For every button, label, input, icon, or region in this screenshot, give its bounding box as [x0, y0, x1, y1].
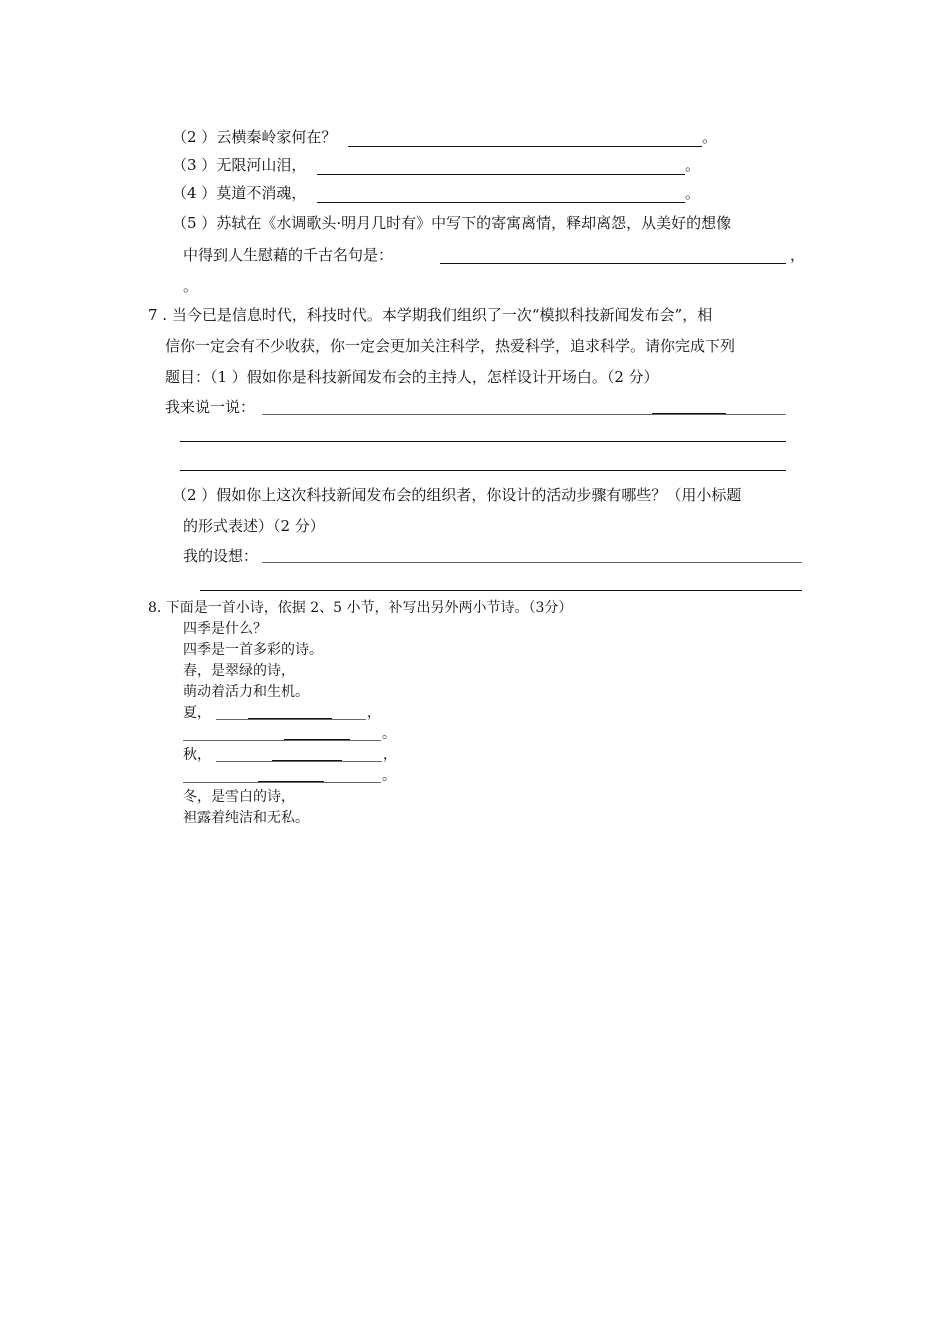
- q8-autumn-comma: ，: [383, 747, 397, 763]
- q8-poem-line2: 四季是一首多彩的诗。: [183, 642, 323, 658]
- q7-line1: 7 . 当今已是信息时代，科技时代。本学期我们组织了一次“模拟科技新闻发布会”，相: [148, 306, 713, 324]
- q7-idea-label: 我的设想：: [183, 547, 259, 565]
- q7-speak-label: 我来说一说：: [165, 398, 256, 416]
- q8-summer-label: 夏，: [183, 705, 211, 721]
- q8-poem-line3: 春，是翠绿的诗，: [183, 663, 295, 679]
- q8-summer-comma: ，: [367, 705, 381, 721]
- q6-item3-text: 无限河山泪，: [216, 156, 307, 174]
- q6-item4-answer-line[interactable]: [317, 202, 685, 203]
- q7-speak-answer-line-3[interactable]: [180, 470, 786, 471]
- q6-item2-text: 云横秦岭家何在？: [216, 128, 337, 146]
- q6-item5-line1: [172, 213, 731, 233]
- q6-item3-answer-line[interactable]: [317, 174, 685, 175]
- q6-item4: [172, 183, 306, 203]
- q8-autumn-period: 。: [382, 768, 396, 784]
- q7-speak-answer-line-1[interactable]: [262, 414, 786, 415]
- q8-poem-line9: 冬，是雪白的诗，: [183, 789, 295, 805]
- q7-line3: 题目：（1 ）假如你是科技新闻发布会的主持人，怎样设计开场白。（2 分）: [165, 368, 659, 386]
- q6-item2-period: 。: [702, 128, 718, 146]
- q8-autumn-answer-line-2-mark: [258, 781, 324, 782]
- q6-item4-period: 。: [685, 184, 701, 202]
- q8-poem-line1: 四季是什么？: [183, 621, 267, 637]
- q6-item5-text1: 苏轼在《水调歌头·明月几时有》中写下的寄寓离情，释却离怨，从美好的想像: [216, 214, 732, 232]
- q7-speak-answer-line-1-mark: [652, 413, 726, 414]
- q8-summer-period: 。: [382, 726, 396, 742]
- q6-item5-text2: 中得到人生慰藉的千古名句是：: [183, 246, 394, 264]
- q8-summer-answer-line-2[interactable]: [183, 740, 381, 741]
- q6-item4-text: 莫道不消魂，: [216, 184, 307, 202]
- q6-item3-number: （3 ）: [172, 156, 217, 174]
- q7-idea-answer-line-2[interactable]: [200, 590, 802, 591]
- q8-summer-answer-line-1-mark: [248, 718, 332, 719]
- q8-poem-line10: 袒露着纯洁和无私。: [183, 810, 309, 826]
- q6-item5-number: （5 ）: [172, 214, 217, 232]
- q7-speak-answer-line-2[interactable]: [180, 441, 786, 442]
- q8-autumn-answer-line-1-mark: [272, 760, 342, 761]
- q6-item5-period: 。: [183, 277, 199, 295]
- q6-item2-number: （2 ）: [172, 128, 217, 146]
- q6-item2: [172, 127, 336, 147]
- q8-autumn-answer-line-1[interactable]: [216, 761, 382, 762]
- q7-idea-answer-line-1[interactable]: [262, 562, 802, 563]
- q7-sub2-line2: 的形式表述）（2 分）: [183, 517, 325, 535]
- q7-sub2-line1: （2 ）假如你上这次科技新闻发布会的组织者，你设计的活动步骤有哪些？（用小标题: [172, 486, 742, 504]
- q6-item5-comma: ，: [790, 246, 806, 264]
- q6-item3-period: 。: [685, 156, 701, 174]
- q8-autumn-label: 秋，: [183, 747, 211, 763]
- q6-item2-answer-line[interactable]: [348, 146, 702, 147]
- q8-summer-answer-line-2-mark: [284, 739, 350, 740]
- q6-item5-answer-line[interactable]: [440, 263, 786, 264]
- q6-item4-number: （4 ）: [172, 184, 217, 202]
- q8-autumn-answer-line-2[interactable]: [183, 782, 381, 783]
- q8-title: 8. 下面是一首小诗，依据 2、5 小节，补写出另外两小节诗。（3分）: [148, 600, 573, 616]
- q6-item3: [172, 155, 306, 175]
- q7-line2: 信你一定会有不少收获，你一定会更加关注科学，热爱科学，追求科学。请你完成下列: [165, 337, 736, 355]
- q8-poem-line4: 萌动着活力和生机。: [183, 684, 309, 700]
- q8-summer-answer-line-1[interactable]: [216, 719, 366, 720]
